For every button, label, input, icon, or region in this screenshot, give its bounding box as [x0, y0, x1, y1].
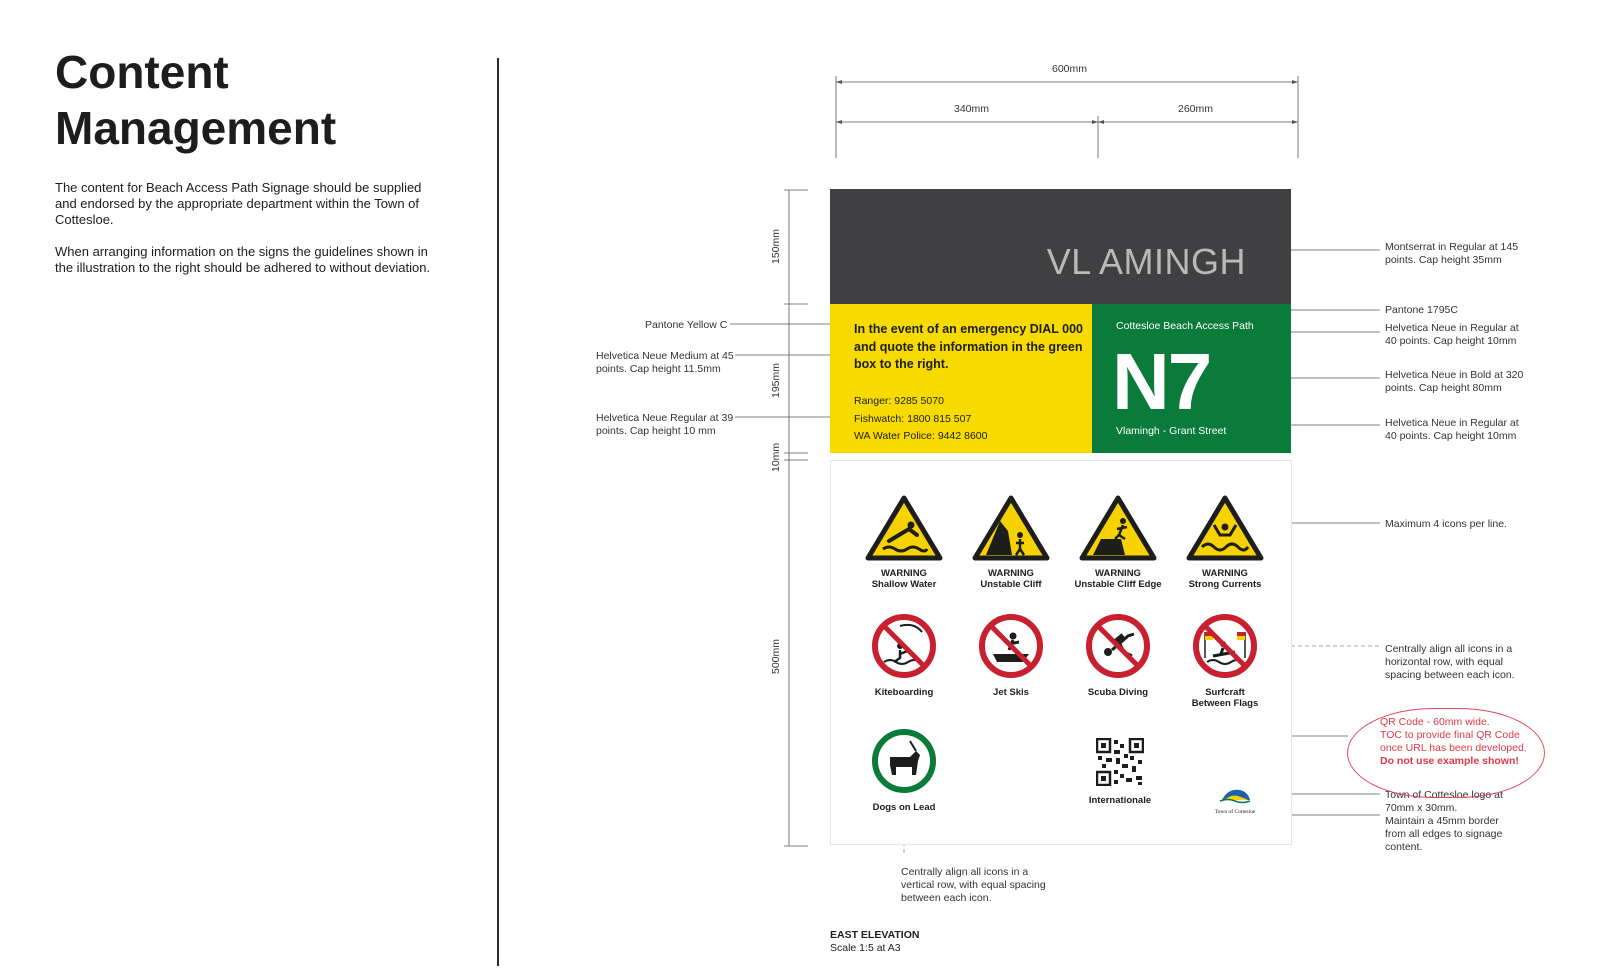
note-max-icons: Maximum 4 icons per line.: [1385, 518, 1507, 530]
warning-head: WARNING: [1095, 568, 1141, 579]
qr-label: Internationale: [1088, 795, 1152, 806]
unstable-cliff-edge-warning-icon: [1079, 495, 1157, 561]
warning-label: Unstable Cliff: [980, 579, 1042, 590]
warning-head: WARNING: [988, 568, 1034, 579]
no-scuba-diving-icon: [1084, 612, 1152, 680]
note-helvetica-medium-45: Helvetica Neue Medium at 45 points. Cap height 11.5mm: [596, 350, 734, 375]
dim-left-width: 340mm: [954, 103, 990, 115]
qr-note-line-3: once URL has been developed.: [1380, 742, 1527, 754]
no-kiteboarding-icon: [870, 612, 938, 680]
contact-ranger: Ranger: 9285 5070: [854, 395, 944, 407]
elevation-scale: Scale 1:5 at A3: [830, 942, 901, 954]
location-panel: [1092, 304, 1291, 453]
qr-note-warning: Do not use example shown!: [1380, 755, 1519, 767]
note-align-horizontal: Centrally align all icons in a horizontal row, with equal spacing between each icon.: [1385, 643, 1515, 681]
qr-note-line-1: QR Code - 60mm wide.: [1380, 716, 1490, 728]
no-surfcraft-between-flags-icon: [1191, 612, 1259, 680]
icon-unstable-cliff: [956, 495, 1066, 590]
note-helvetica-regular-39: Helvetica Neue Regular at 39 points. Cap height 10 mm: [596, 412, 734, 437]
emergency-text: In the event of an emergency DIAL 000 and quote the information in the green box to the right.: [854, 322, 1084, 371]
note-helvetica-regular-40-top: Helvetica Neue in Regular at 40 points. Cap height 10mm: [1385, 322, 1519, 347]
sign-street-name: VL AMINGH: [1046, 241, 1246, 282]
icon-kiteboarding: [849, 612, 959, 698]
icon-dogs-on-lead: [849, 727, 959, 813]
prohibition-label: Surfcraft: [1205, 687, 1245, 698]
note-pantone-yellow: Pantone Yellow C: [645, 319, 728, 331]
town-logo: [1206, 786, 1264, 815]
title-line-2: Management: [55, 102, 337, 154]
title-line-1: Content: [55, 46, 229, 98]
contact-water-police: WA Water Police: 9442 8600: [854, 430, 988, 442]
icon-scuba-diving: [1063, 612, 1173, 698]
dogs-label: Dogs on Lead: [872, 802, 936, 813]
icon-shallow-water: [849, 495, 959, 590]
dim-height-mid: 195mm: [770, 362, 782, 398]
qr-code-block: [1065, 738, 1175, 791]
note-logo-size: Town of Cottesloe logo at 70mm x 30mm.: [1385, 789, 1503, 814]
strong-currents-warning-icon: [1186, 495, 1264, 561]
note-montserrat: Montserrat in Regular at 145 points. Cap height 35mm: [1385, 241, 1519, 266]
qr-note-line-2: TOC to provide final QR Code: [1380, 729, 1520, 741]
qr-note-text: [1380, 716, 1527, 768]
town-of-cottesloe-logo-icon: [1218, 786, 1252, 804]
dim-height-top: 150mm: [770, 228, 782, 264]
warning-label: Unstable Cliff Edge: [1074, 579, 1162, 590]
contact-fishwatch: Fishwatch: 1800 815 507: [854, 412, 972, 425]
dim-right-width: 260mm: [1178, 103, 1214, 115]
no-jet-skis-icon: [977, 612, 1045, 680]
icon-jet-skis: [956, 612, 1066, 698]
prohibition-label: Kiteboarding: [874, 687, 934, 698]
warning-head: WARNING: [1202, 568, 1248, 579]
dogs-on-lead-icon: [870, 727, 938, 795]
emergency-panel: [830, 304, 1092, 453]
prohibition-label-line-2: Between Flags: [1191, 698, 1259, 709]
street-label: Vlamingh - Grant Street: [1116, 425, 1227, 437]
unstable-cliff-warning-icon: [972, 495, 1050, 561]
prohibition-label: Scuba Diving: [1087, 687, 1149, 698]
dim-height-gap: 10mm: [770, 442, 782, 472]
dim-height-bottom: 500mm: [770, 638, 782, 674]
note-border: Maintain a 45mm border from all edges to signage content.: [1385, 815, 1503, 853]
logo-text: Town of Cottesloe: [1214, 809, 1256, 815]
icon-unstable-cliff-edge: [1063, 495, 1173, 590]
dim-total-width: 600mm: [1052, 63, 1088, 75]
elevation-title: EAST ELEVATION: [830, 929, 920, 941]
warning-label: Strong Currents: [1188, 579, 1262, 590]
elevation-caption: [830, 929, 919, 955]
path-label: Cottesloe Beach Access Path: [1116, 320, 1254, 332]
intro-paragraph-1: The content for Beach Access Path Signage should be supplied and endorsed by the appropriate department within the Town of Cottesloe.: [55, 180, 422, 227]
icon-surfcraft-between-flags: [1170, 612, 1280, 709]
contact-list: [854, 393, 987, 446]
prohibition-label: Jet Skis: [993, 687, 1029, 698]
shallow-water-warning-icon: [865, 495, 943, 561]
warning-label: Shallow Water: [871, 579, 937, 590]
icon-strong-currents: [1170, 495, 1280, 590]
sign-name-band: [830, 189, 1291, 304]
path-number: N7: [1112, 337, 1211, 426]
qr-code-icon: [1096, 738, 1144, 786]
note-helvetica-bold-320: Helvetica Neue in Bold at 320 points. Cap height 80mm: [1385, 369, 1524, 394]
note-pantone-1795: Pantone 1795C: [1385, 304, 1458, 316]
intro-paragraph-2: When arranging information on the signs the guidelines shown in the illustration to the right should be adhered to without deviation.: [55, 244, 431, 275]
note-align-vertical: Centrally align all icons in a vertical row, with equal spacing between each icon.: [901, 866, 1046, 904]
warning-head: WARNING: [881, 568, 927, 579]
note-helvetica-regular-40-bottom: Helvetica Neue in Regular at 40 points. Cap height 10mm: [1385, 417, 1519, 442]
